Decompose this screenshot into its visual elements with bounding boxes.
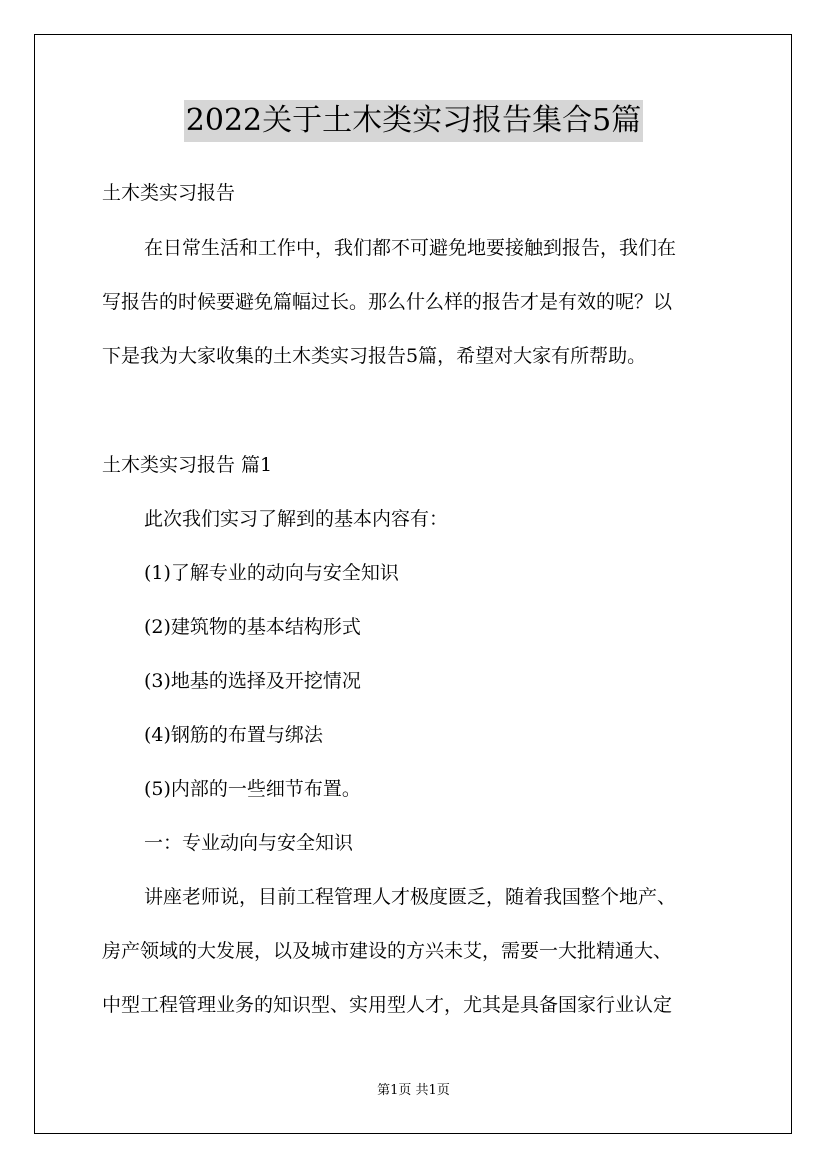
paragraph-line: 房产领域的大发展，以及城市建设的方兴未艾，需要一大批精通大、 <box>102 940 673 962</box>
list-item: (5)内部的一些细节布置。 <box>144 778 361 800</box>
paragraph-line: 下是我为大家收集的土木类实习报告5篇，希望对大家有所帮助。 <box>102 345 647 367</box>
paragraph-line: 写报告的时候要避免篇幅过长。那么什么样的报告才是有效的呢？以 <box>102 291 673 313</box>
document-title: 2022关于土木类实习报告集合5篇 <box>184 100 643 142</box>
subsection-heading: 一：专业动向与安全知识 <box>144 832 354 854</box>
list-item: (1)了解专业的动向与安全知识 <box>144 562 399 584</box>
list-item: (2)建筑物的基本结构形式 <box>144 616 361 638</box>
paragraph-line: 讲座老师说，目前工程管理人才极度匮乏，随着我国整个地产、 <box>144 886 677 908</box>
paragraph-line: 在日常生活和工作中，我们都不可避免地要接触到报告，我们在 <box>144 237 677 259</box>
paragraph-line: 中型工程管理业务的知识型、实用型人才，尤其是具备国家行业认定 <box>102 994 673 1016</box>
list-item: (3)地基的选择及开挖情况 <box>144 670 361 692</box>
page-footer: 第1页 共1页 <box>377 1083 450 1098</box>
section-heading: 土木类实习报告 <box>102 182 236 204</box>
list-item: (4)钢筋的布置与绑法 <box>144 724 323 746</box>
title-container <box>0 100 827 142</box>
section-heading: 土木类实习报告 篇1 <box>102 454 273 476</box>
paragraph-line: 此次我们实习了解到的基本内容有： <box>144 508 449 530</box>
